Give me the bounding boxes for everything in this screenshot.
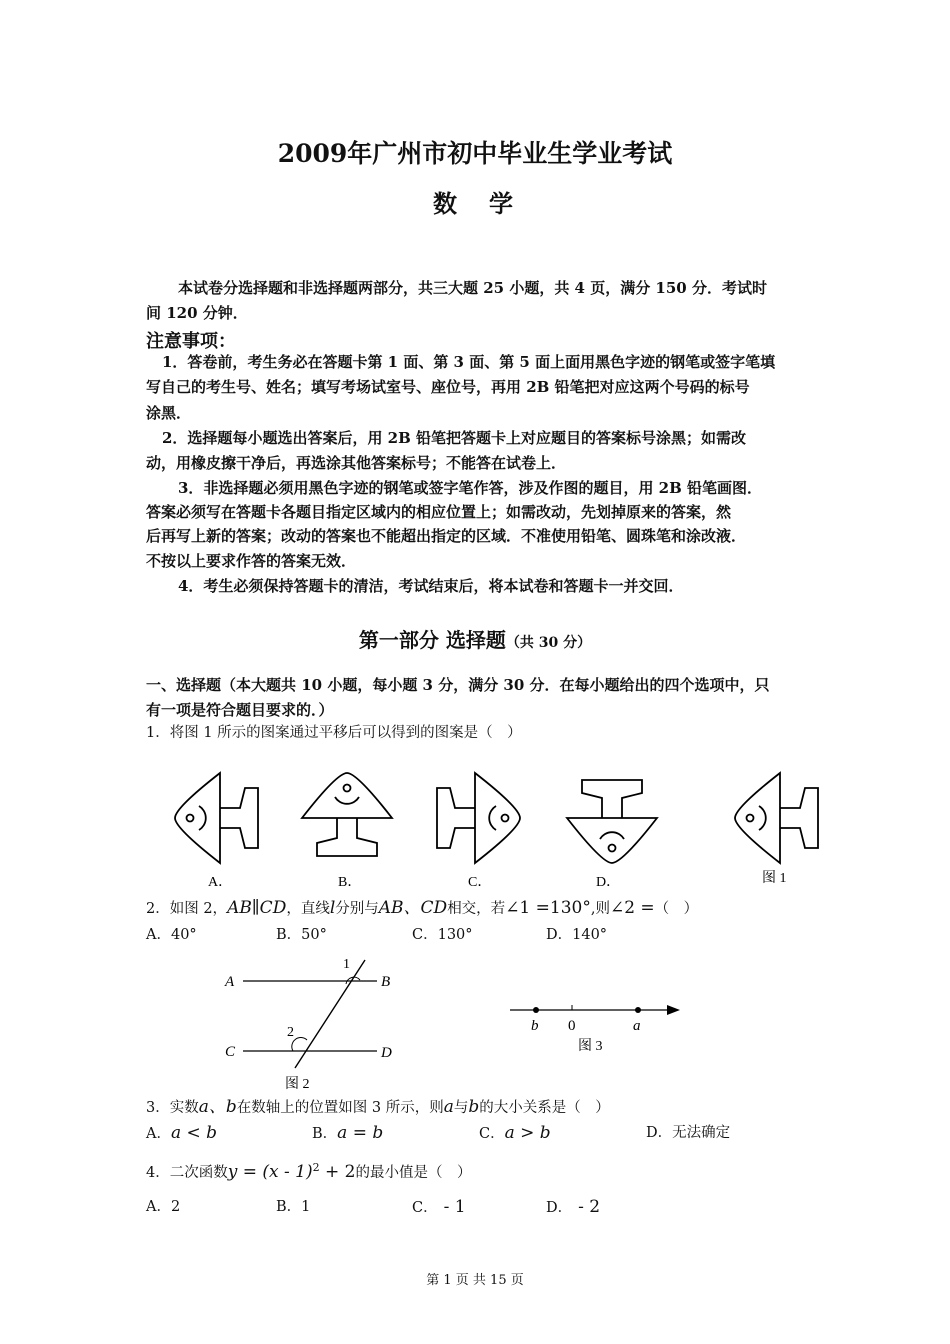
- figure-2: [215, 950, 415, 1095]
- exam-title: 2009年广州市初中毕业生学业考试: [277, 139, 673, 168]
- angle-2-arc: [292, 1038, 307, 1051]
- notice-line: 4．考生必须保持答题卡的清洁，考试结束后，将本试卷和答题卡一并交回．: [178, 577, 684, 595]
- q1-label-a: A．: [208, 875, 233, 890]
- q4-option-value: - 2: [578, 1197, 601, 1217]
- point-a-label: a: [633, 1018, 641, 1034]
- part1-instruction-1: 一、选择题（本大题共 10 小题，每小题 3 分，满分 30 分．在每小题给出的四个选项中，只: [146, 676, 770, 694]
- notice-line: 2．选择题每小题选出答案后，用 2B 铅笔把答题卡上对应题目的答案标号涂黑；如需改: [162, 429, 747, 447]
- notice-line: 涂黑．: [146, 404, 192, 422]
- point-c-label: C: [225, 1044, 236, 1060]
- q2-option-b: B．50°: [276, 927, 327, 943]
- q1-text: 1．将图 1 所示的图案通过平移后可以得到的图案是（ ）: [146, 725, 522, 741]
- point-a-label: A: [225, 974, 235, 990]
- q3-option-b: [312, 1122, 383, 1145]
- q3-option-math: a = b: [337, 1123, 384, 1143]
- notice-line: 写自己的考生号、姓名；填写考场试室号、座位号，再用 2B 铅笔把对应这两个号码的标号: [146, 378, 750, 396]
- q2-option-d: D．140°: [546, 927, 608, 943]
- point-a: [635, 1007, 641, 1013]
- q1-label-c: C．: [468, 875, 492, 890]
- q3-part: 3．实数: [146, 1100, 199, 1116]
- notice-line: 不按以上要求作答的答案无效．: [146, 552, 357, 570]
- q2-option-c: C．130°: [412, 927, 473, 943]
- point-b: [533, 1007, 539, 1013]
- part1-title: 第一部分 选择题: [358, 628, 506, 652]
- intro-line-1: 本试卷分选择题和非选择题两部分，共三大题 25 小题，共 4 页，满分 150 分．考试时: [178, 279, 767, 297]
- q3-option-a: [146, 1122, 217, 1145]
- subject-title: 数 学: [433, 189, 517, 218]
- page-footer: 第 1 页 共 15 页: [426, 1273, 524, 1288]
- q2-option-a: A．40°: [146, 927, 197, 943]
- intro-line-2: 间 120 分钟．: [146, 304, 248, 322]
- q3-part: 的大小关系是（ ）: [479, 1100, 610, 1116]
- part1-instruction-2: 有一项是符合题目要求的．）: [146, 701, 334, 719]
- q4-option-label: C．: [412, 1200, 438, 1216]
- q4-option-value: - 1: [443, 1197, 466, 1217]
- q3-option-label: C．: [479, 1126, 505, 1142]
- q4-math-exponent: 2: [312, 1161, 320, 1174]
- angle-1-label: 1: [343, 957, 350, 972]
- part1-score: （共 30 分）: [505, 635, 592, 651]
- q2-math: ∠2 =: [609, 898, 655, 918]
- q1-label-b: B．: [338, 875, 362, 890]
- notice-line: 1．答卷前，考生务必在答题卡第 1 面、第 3 面、第 5 面上面用黑色字迹的钢笔或签字笔填: [162, 353, 776, 371]
- fish-figure-c: [437, 773, 520, 863]
- point-d-label: D: [381, 1045, 392, 1061]
- notice-line: 后再写上新的答案；改动的答案也不能超出指定的区域．不准使用铅笔、圆珠笔和涂改液．: [146, 527, 747, 545]
- q1-label-fig1: 图 1: [762, 871, 787, 886]
- q4-option-label: D．: [546, 1200, 573, 1216]
- q3-math: b: [468, 1097, 480, 1117]
- q4-option-b: B．1: [276, 1199, 311, 1215]
- angle-2-label: 2: [287, 1025, 294, 1040]
- q2-text: [146, 897, 698, 920]
- q4-option-c: [412, 1196, 466, 1219]
- figure-2-caption: 图 2: [285, 1077, 310, 1092]
- point-b-label: b: [531, 1018, 539, 1034]
- q4-part: 4．二次函数: [146, 1164, 228, 1181]
- q4-math: + 2: [319, 1161, 356, 1182]
- fish-figure-a: [175, 773, 258, 863]
- figure-3: [505, 995, 690, 1060]
- point-b-label: B: [381, 974, 391, 990]
- figure-3-caption: 图 3: [578, 1039, 603, 1054]
- part1-heading: [0, 624, 950, 653]
- q4-option-a: A．2: [146, 1199, 181, 1215]
- q2-part: （ ）: [654, 901, 699, 917]
- notice-line: 答案必须写在答题卡各题目指定区域内的相应位置上；如需改动，先划掉原来的答案，然: [146, 503, 732, 521]
- q2-math: AB∥CD: [227, 898, 287, 918]
- fish-figure-1: [735, 773, 818, 863]
- q2-math: ∠1 =130°: [505, 898, 591, 918]
- q4-math: y = (x - 1): [227, 1161, 313, 1182]
- q2-math: AB、CD: [378, 898, 448, 918]
- q4-option-d: [546, 1196, 600, 1219]
- fish-figure-d: [567, 780, 657, 863]
- q3-part: 与: [453, 1100, 469, 1116]
- q3-option-c: [479, 1122, 551, 1145]
- q1-label-d: D．: [596, 875, 621, 890]
- q3-option-d: D．无法确定: [646, 1125, 731, 1141]
- q2-part: 2．如图 2，: [146, 901, 228, 917]
- q4-text: [146, 1157, 472, 1184]
- q3-option-math: a < b: [170, 1123, 218, 1143]
- q2-math: l: [329, 898, 336, 918]
- fish-figure-b: [302, 773, 392, 856]
- q3-option-label: A．: [146, 1126, 171, 1142]
- q3-option-label: B．: [312, 1126, 338, 1142]
- q1-figures: [150, 756, 840, 894]
- q3-math: a、b: [198, 1097, 237, 1117]
- q2-part: ,则: [590, 901, 610, 917]
- line-l: [295, 960, 365, 1068]
- q2-part: 相交，若: [447, 901, 506, 917]
- origin-label: 0: [568, 1018, 576, 1034]
- q2-part: 分别与: [335, 901, 379, 917]
- q3-option-math: a > b: [504, 1123, 551, 1143]
- q3-text: [146, 1096, 610, 1119]
- q4-part: 的最小值是（ ）: [355, 1164, 472, 1181]
- notice-line: 3．非选择题必须用黑色字迹的钢笔或签字笔作答，涉及作图的题目，用 2B 铅笔画图．: [178, 479, 763, 497]
- notice-heading: 注意事项：: [146, 331, 236, 352]
- q2-part: ，直线: [286, 901, 330, 917]
- q3-math: a: [443, 1097, 454, 1117]
- notice-line: 动，用橡皮擦干净后，再选涂其他答案标号；不能答在试卷上．: [146, 454, 567, 472]
- number-line-arrow: [667, 1005, 680, 1015]
- q3-part: 在数轴上的位置如图 3 所示，则: [236, 1100, 444, 1116]
